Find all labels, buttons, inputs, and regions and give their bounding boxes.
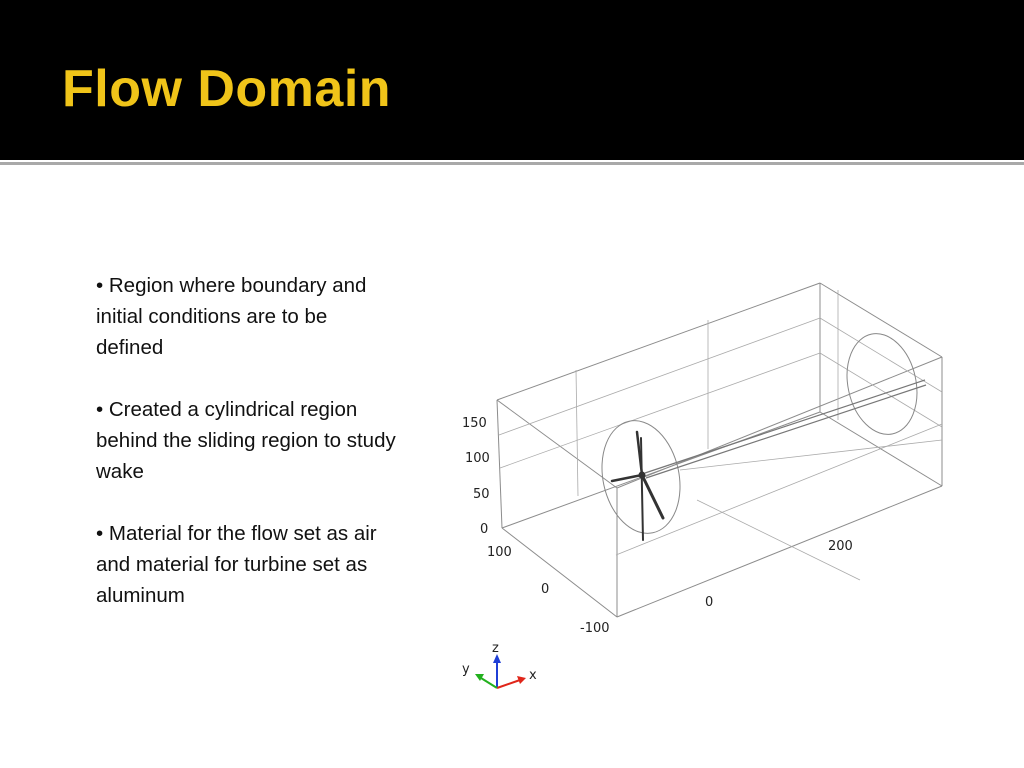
z-axis-label: z [492, 641, 499, 656]
z-tick-label: 150 [462, 416, 487, 431]
y-axis-label: y [462, 662, 470, 677]
wake-cylinder-edges [645, 380, 926, 478]
flow-domain-diagram [455, 270, 960, 700]
bullet-list [96, 270, 396, 642]
turbine [612, 432, 663, 540]
slide-header [0, 0, 1024, 160]
z-tick-label: 100 [465, 451, 490, 466]
x-tick-label: 0 [705, 595, 714, 610]
slide-title: Flow Domain [62, 60, 392, 118]
y-tick-label: -100 [580, 621, 610, 636]
y-tick-label: 0 [541, 582, 550, 597]
x-tick-label: 200 [828, 539, 853, 554]
bullet-wake-region: • Created a cylindrical region behind the sliding region to study wake [96, 398, 396, 483]
bullet-materials: • Material for the flow set as air and material for turbine set as aluminum [96, 522, 377, 607]
z-tick-label: 0 [480, 522, 489, 537]
axis-triad-icon [462, 641, 537, 688]
bullet-boundary-region: • Region where boundary and initial conditions are to be defined [96, 274, 367, 359]
x-axis-label: x [529, 668, 537, 683]
z-tick-label: 50 [473, 487, 490, 502]
y-tick-label: 100 [487, 545, 512, 560]
header-divider [0, 160, 1024, 168]
